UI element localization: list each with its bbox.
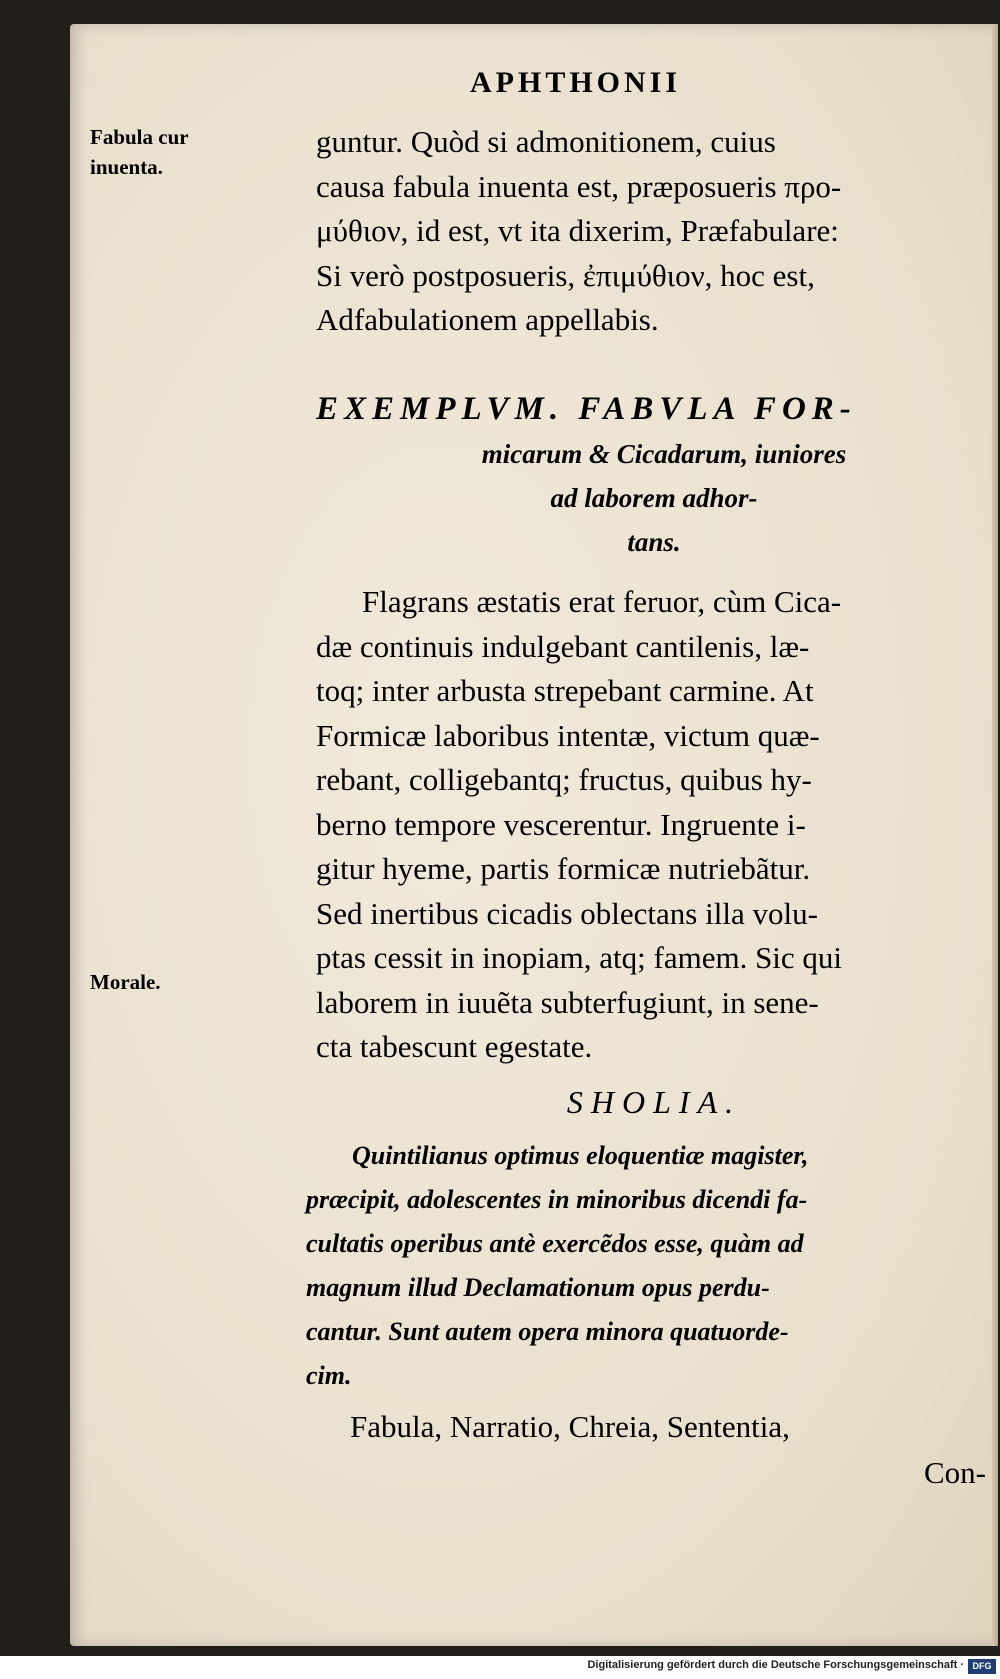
text-line: Flagrans æstatis erat feruor, cùm Cica- xyxy=(362,584,842,619)
text-line: rebant, colligebantq; fructus, quibus hy- xyxy=(316,762,812,797)
scholia-paragraph xyxy=(306,1134,996,1398)
text-line: Si verò postposueris, ἐπιμύθιον, hoc est, xyxy=(316,257,815,293)
text-line: laborem in iuuẽta subterfugiunt, in sene- xyxy=(316,984,819,1020)
closing-paragraph xyxy=(350,1404,990,1496)
text-line: cta tabescunt egestate. xyxy=(316,1029,593,1064)
page-edge xyxy=(992,24,998,1646)
text-line: cim. xyxy=(306,1361,352,1390)
text-line: Sed inertibus cicadis oblectans illa volu- xyxy=(316,895,818,931)
intro-paragraph xyxy=(316,120,992,343)
text-line: berno tempore vescerentur. Ingruente i- xyxy=(316,806,806,842)
margin-note-morale: Morale. xyxy=(90,970,161,994)
margin-note-fabula: Fabula cur inuenta. xyxy=(90,125,189,179)
title-line: tans. xyxy=(627,527,681,557)
text-line: ptas cessit in inopiam, atq; famem. Sic qui xyxy=(316,940,843,975)
digitization-credit: Digitalisierung gefördert durch die Deutsche Forschungsgemeinschaft · xyxy=(587,1659,964,1671)
text-line: dæ continuis indulgebant cantilenis, læ- xyxy=(316,628,810,664)
title-line: ad laborem adhor- xyxy=(550,483,758,513)
catchword: Con- xyxy=(924,1455,986,1490)
text-line: præcipit, adolescentes in minoribus dicendi fa- xyxy=(306,1185,808,1214)
text-line: cultatis operibus antè exercẽdos esse, quàm ad xyxy=(306,1229,804,1258)
text-line: causa fabula inuenta est, præposueris προ- xyxy=(316,168,842,204)
running-head: APHTHONII xyxy=(470,66,682,99)
text-line: gitur hyeme, partis formicæ nutriebãtur. xyxy=(316,851,811,886)
title-line: micarum & Cicadarum, iuniores xyxy=(481,439,847,469)
scholia-heading: SHOLIA. xyxy=(566,1084,742,1120)
fable-paragraph xyxy=(316,580,992,1070)
text-line: guntur. Quòd si admonitionem, cuius xyxy=(316,124,776,159)
text-line: magnum illud Declamationum opus perdu- xyxy=(306,1273,770,1302)
text-line: Adfabulationem appellabis. xyxy=(316,302,659,337)
text-line: Formicæ laboribus intentæ, victum quæ- xyxy=(316,717,820,753)
text-line: toq; inter arbusta strepebant carmine. At xyxy=(316,673,814,708)
text-line: Fabula, Narratio, Chreia, Sententia, xyxy=(350,1409,790,1444)
title-line: EXEMPLVM. FABVLA FOR- xyxy=(316,391,857,427)
text-line: cantur. Sunt autem opera minora quatuorde- xyxy=(306,1317,789,1346)
fable-title xyxy=(316,386,992,564)
text-line: Quintilianus optimus eloquentiæ magister, xyxy=(352,1141,809,1170)
dfg-logo-icon: DFG xyxy=(968,1659,996,1674)
text-line: μύθιον, id est, vt ita dixerim, Præfabulare: xyxy=(316,213,839,248)
